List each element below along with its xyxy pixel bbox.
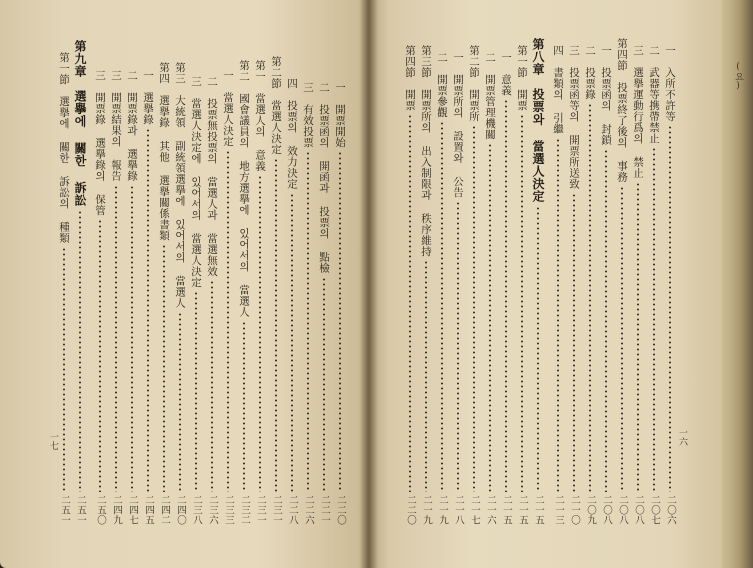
dot-leader — [669, 125, 671, 492]
dot-leader — [259, 175, 261, 493]
toc-entry-title: 第四 選擧錄 其他 選擧關係書類 — [158, 62, 170, 241]
toc-entry-title: 三 開票錄 選擧錄의 保管 — [94, 70, 106, 216]
toc-entry-title: 一 當選人決定 — [222, 70, 234, 147]
toc-entry-page: 二一六 — [485, 495, 496, 525]
dot-leader — [147, 128, 149, 492]
toc-entry-page: 二三六 — [207, 495, 218, 525]
toc-entry-title: 第二節 開票所 — [468, 45, 480, 122]
dot-leader — [227, 150, 229, 492]
toc-entry-title: 二 開票錄과 選擧錄 — [126, 70, 138, 182]
dot-leader — [163, 244, 165, 492]
toc-entry — [157, 62, 171, 525]
toc-entry-title: 二 投票錄 — [584, 45, 596, 100]
toc-entry-title: 二 武器等携帶禁止 — [648, 45, 660, 144]
toc-entry-page: 二一五 — [533, 495, 544, 525]
toc-entry — [125, 70, 139, 525]
toc-entry-page: 二二八 — [287, 495, 298, 525]
toc-entry — [567, 45, 581, 525]
toc-entry-page: 二二〇 — [335, 495, 346, 525]
toc-entry — [269, 56, 283, 525]
dot-leader — [473, 125, 475, 492]
toc-entry — [531, 38, 545, 525]
dot-leader — [323, 277, 325, 493]
toc-entry — [435, 52, 449, 525]
toc-entry-title: 一 選擧錄 — [142, 70, 154, 125]
dot-leader — [653, 147, 655, 492]
toc-entry-page: 二三一 — [255, 495, 266, 525]
toc-entry — [403, 45, 417, 525]
toc-entry — [483, 52, 497, 525]
toc-entry — [93, 70, 107, 525]
toc-entry-page: 二一九 — [421, 495, 432, 525]
book-spine — [360, 0, 378, 568]
dot-leader — [557, 138, 559, 493]
dot-leader — [621, 186, 623, 493]
toc-entry — [221, 70, 235, 525]
toc-entry-page: 二五一 — [75, 495, 86, 525]
toc-entry-page: 二三三 — [223, 495, 234, 525]
dot-leader — [339, 151, 341, 492]
toc-entry-title: 一 開票所의 設置와 公告 — [452, 52, 464, 198]
toc-entry — [515, 45, 529, 525]
toc-entry-title: 第八章 投票와 當選人決定 — [531, 38, 545, 203]
page-edge-stack — [722, 0, 753, 568]
toc-entry-title: 二 投票無投票의 當選人과 當選無效 — [206, 76, 218, 277]
toc-entry-page: 二四五 — [143, 495, 154, 525]
toc-entry — [141, 70, 155, 525]
toc-entry-page: 二一五 — [517, 495, 528, 525]
dot-leader — [63, 247, 65, 493]
toc-entry — [499, 52, 513, 525]
toc-entry-title: 一 意義 — [500, 52, 512, 96]
toc-entry-page: 二三八 — [191, 495, 202, 525]
toc-entry-title: 四 書類의 引繼 — [552, 45, 564, 135]
toc-entry-title: 第二 國會議員의 地方選擧에 있어서의 當選人 — [238, 60, 250, 318]
toc-entry-page: 二四〇 — [175, 495, 186, 525]
toc-entry — [663, 45, 677, 525]
toc-entry-page: 二二六 — [303, 495, 314, 525]
toc-entry-title: 第四節 開票 — [404, 45, 416, 111]
toc-entry — [583, 45, 597, 525]
dot-leader — [307, 151, 309, 492]
toc-entry-page: 二五一 — [59, 495, 70, 525]
toc-entry-page: 二〇七 — [649, 495, 660, 525]
toc-entry-page: 二一〇 — [569, 495, 580, 525]
toc-entry — [551, 45, 565, 525]
toc-entry — [205, 76, 219, 525]
dot-leader — [275, 158, 277, 492]
toc-entry-page: 二〇八 — [601, 495, 612, 525]
dot-leader — [457, 201, 459, 492]
toc-entry — [599, 45, 613, 525]
toc-entry-page: 二〇九 — [585, 495, 596, 525]
dot-leader — [291, 193, 293, 493]
dot-leader — [589, 103, 591, 492]
toc-entry-title: 第一節 開票 — [516, 45, 528, 111]
toc-entry-page: 二〇六 — [665, 495, 676, 525]
toc-entry-page: 二〇八 — [617, 495, 628, 525]
toc-entry-page: 二四九 — [111, 495, 122, 525]
dot-leader — [195, 291, 197, 492]
toc-entry-page: 二三二 — [239, 495, 250, 525]
dot-leader — [637, 182, 639, 493]
toc-entry-title: 一 入所不許等 — [664, 45, 676, 122]
right-page — [368, 0, 724, 568]
dot-leader — [211, 280, 213, 492]
toc-entry — [451, 52, 465, 525]
toc-entry-title: 一 開票開始 — [334, 82, 346, 148]
toc-entry-page: 二四二 — [159, 495, 170, 525]
toc-entry-title: 四 投票의 效力決定 — [286, 78, 298, 190]
toc-entry-page: 二二〇 — [405, 495, 416, 525]
toc-entry-title: 二 投票函의 開函과 投票의 點檢 — [318, 82, 330, 274]
toc-entry-page: 二二一 — [319, 495, 330, 525]
dot-leader — [131, 185, 133, 493]
toc-entry-title: 第一節 選擧에 關한 訴訟의 種類 — [58, 52, 70, 244]
toc-entry-title: 二 開票管理機關 — [484, 52, 496, 140]
left-page — [0, 0, 372, 568]
dot-leader — [243, 321, 245, 493]
right-folio: 一六 — [677, 428, 687, 446]
toc-entry — [237, 60, 251, 525]
toc-entry — [253, 60, 267, 525]
toc-entry-title: 第三 大統領 副統領選擧에 있어서의 當選人 — [174, 62, 186, 309]
toc-entry — [419, 45, 433, 525]
toc-entry-page: 二〇八 — [633, 495, 644, 525]
toc-entry-page: 二五〇 — [95, 495, 106, 525]
toc-entry-title: 三 選擧運動行爲의 禁止 — [632, 45, 644, 179]
toc-entry-title: 三 有效投票 — [302, 82, 314, 148]
toc-entry-page: 二一九 — [437, 495, 448, 525]
toc-entry-title: 二 開票參觀 — [436, 52, 448, 118]
dot-leader — [99, 219, 101, 492]
toc-entry-title: 第一 當選人의 意義 — [254, 60, 266, 172]
toc-entry — [57, 52, 71, 525]
dot-leader — [537, 206, 539, 493]
toc-entry-title: 三 當選人決定에 있어서의 當選人決定 — [190, 76, 202, 288]
toc-entry — [73, 40, 87, 525]
toc-entry — [317, 82, 331, 525]
toc-entry-page: 二一三 — [553, 495, 564, 525]
dot-leader — [79, 210, 81, 493]
toc-entry — [615, 38, 629, 525]
toc-entry — [285, 78, 299, 525]
toc-entry-title: 三 投票函等의 開票所送致 — [568, 45, 580, 190]
dot-leader — [425, 260, 427, 492]
dot-leader — [605, 149, 607, 493]
toc-entry-page: 二一五 — [501, 495, 512, 525]
toc-entry — [173, 62, 187, 525]
dot-leader — [409, 114, 411, 492]
toc-entry — [301, 82, 315, 525]
toc-entry-page: 二一八 — [453, 495, 464, 525]
toc-entry — [631, 45, 645, 525]
edge-label: (요) — [733, 62, 743, 91]
toc-entry-title: 第四節 投票終了後의 事務 — [616, 38, 628, 183]
toc-entry-page: 二三一 — [271, 495, 282, 525]
toc-entry — [333, 82, 347, 525]
toc-entry-title: 三 開票結果의 報告 — [110, 70, 122, 182]
dot-leader — [115, 185, 117, 493]
toc-entry — [109, 70, 123, 525]
toc-entry-title: 第二節 當選人決定 — [270, 56, 282, 155]
toc-entry-title: 第三節 開票所의 出入制限과 秩序維持 — [420, 45, 432, 257]
dot-leader — [521, 114, 523, 492]
dot-leader — [505, 99, 507, 492]
toc-entry — [647, 45, 661, 525]
toc-entry-page: 二四七 — [127, 495, 138, 525]
dot-leader — [489, 143, 491, 492]
toc-entry-page: 二一七 — [469, 495, 480, 525]
toc-entry — [467, 45, 481, 525]
dot-leader — [179, 312, 181, 493]
toc-entry-title: 第九章 選擧에 關한 訴訟 — [73, 40, 87, 207]
dot-leader — [441, 121, 443, 492]
toc-entry — [189, 76, 203, 525]
dot-leader — [573, 193, 575, 493]
left-folio: 一七 — [48, 432, 58, 450]
toc-entry-title: 一 投票函의 封鎖 — [600, 45, 612, 146]
